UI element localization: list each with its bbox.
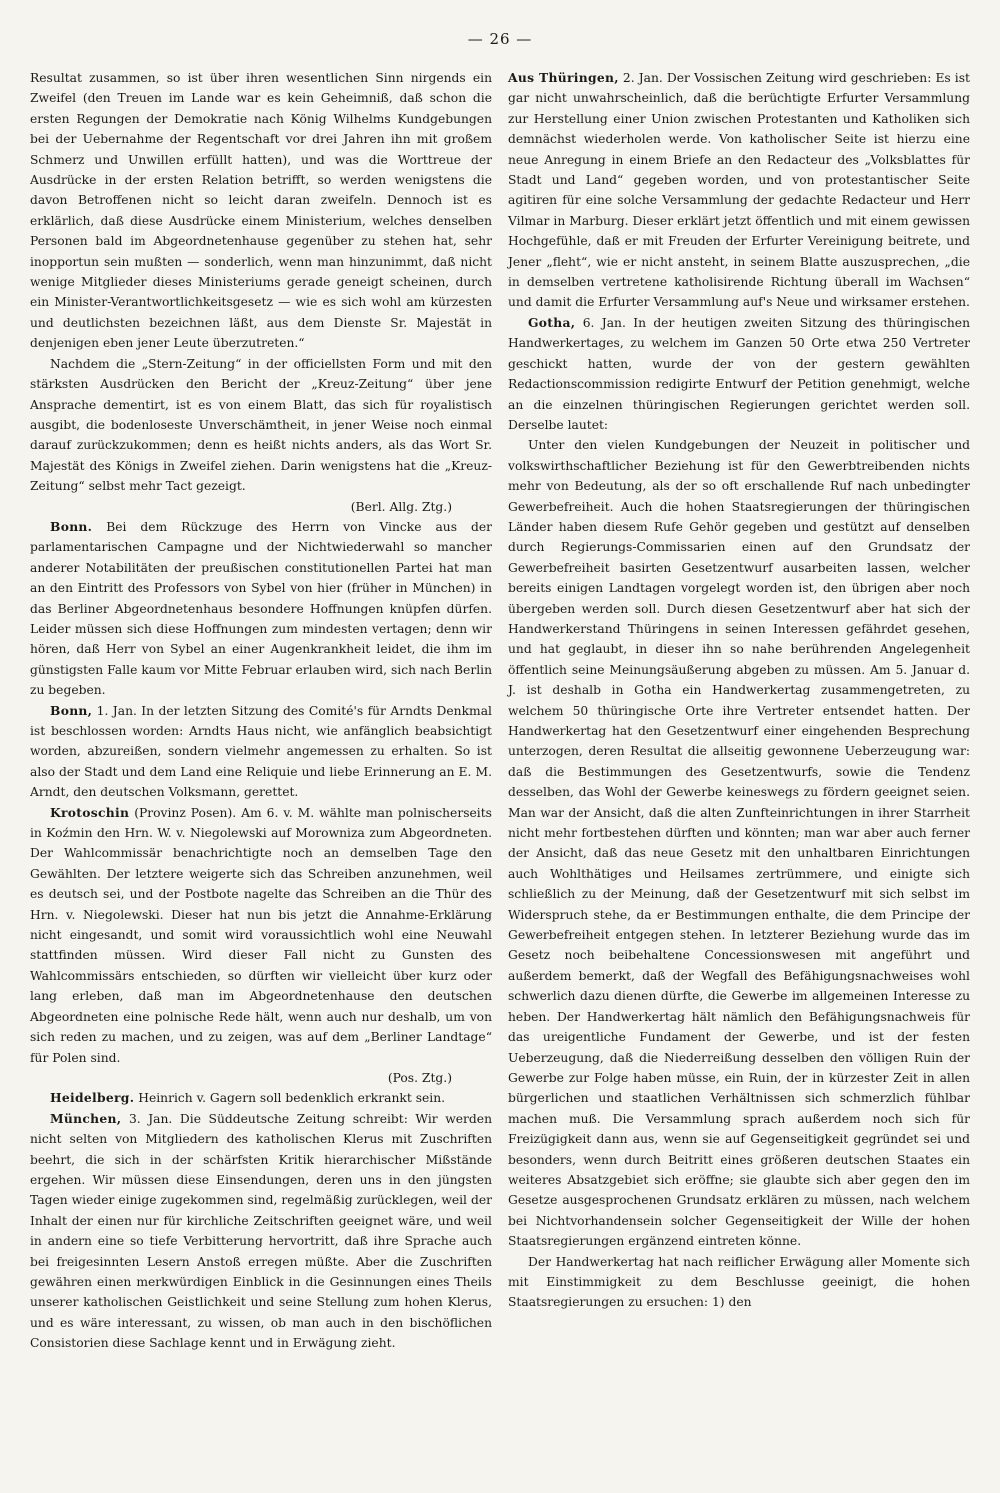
petition-paragraph: Der Handwerkertag hat nach reiflicher Erwägung aller Momente sich mit Einstimmigkeit zu dem Beschlusse geeinigt, die hohen Staatsregierungen zu ersuchen: 1) den xyxy=(508,1254,970,1310)
dateline: Krotoschin xyxy=(50,804,130,820)
article-paragraph xyxy=(30,803,492,1089)
dateline: Heidelberg. xyxy=(50,1090,135,1106)
paragraph-text: Bei dem Rückzuge des Herrn von Vincke aus der parlamentarischen Campagne und der Nichtwiederwahl so mancher anderer Notabilitäten der preußischen constitutionellen Partei hat man an den Eintritt des Professors von Sybel von hier (früher in München) in das Berliner Abgeordnetenhaus besondere Hoffnungen knüpfen dürfen. Leider müssen sich diese Hoffnungen zum mindesten vertagen; denn wir hören, daß Herr von Sybel an einer Augenkrankheit leidet, die ihm im günstigsten Falle kaum vor Mitte Februar erlauben wird, sich nach Berlin zu begeben. xyxy=(30,519,492,698)
left-column xyxy=(30,68,492,1354)
article-paragraph xyxy=(30,701,492,803)
dateline: Aus Thüringen, xyxy=(508,70,619,85)
article-paragraph xyxy=(30,1109,492,1354)
article-paragraph xyxy=(30,354,492,517)
paragraph-text: Nachdem die „Stern-Zeitung“ in der officiellsten Form und mit den stärksten Ausdrücken den Bericht der „Kreuz-Zeitung“ über jene Ansprache dementirt, ist es von einem Blatt, das sich für royalistisch ausgibt, die bodenloseste Unverschämtheit, in jener Weise noch einmal darauf zurückzukommen; denn es heißt nichts anders, als das Wort Sr. Majestät des Königs in Zweifel ziehen. Darin wenigstens hat die „Kreuz-Zeitung“ selbst mehr Tact gezeigt. xyxy=(30,356,492,494)
paragraph-text: (Provinz Posen). Am 6. v. M. wählte man polnischerseits in Koźmin den Hrn. W. v. Niegolewski auf Morowniza zum Abgeordneten. Der Wahlcommissär benachrichtigte noch an demselben Tage den Gewählten. Der letztere weigerte sich das Schreiben anzunehmen, weil es deutsch sei, und der Postbote nagelte das Schreiben an die Thür des Hrn. v. Niegolewski. Dieser hat nun bis jetzt die Annahme-Erklärung nicht eingesandt, und somit wird voraussichtlich wohl eine Neuwahl stattfinden müssen. Wird dieser Fall nicht zu Gunsten des Wahlcommissärs entschieden, so dürften wir vielleicht über kurz oder lang erleben, daß man im Abgeordnetenhause den deutschen Abgeordneten eine polnische Rede hält, wenn auch nur deshalb, um von sich reden zu machen, und zu zeigen, was auf dem „Berliner Landtage“ für Polen sind. xyxy=(30,805,492,1065)
paragraph-text: Heinrich v. Gagern soll bedenklich erkrankt sein. xyxy=(138,1091,446,1106)
petition-paragraph: Unter den vielen Kundgebungen der Neuzeit in politischer und volkswirthschaftlicher Beziehung ist für den Gewerbtreibenden nichts mehr von Bedeutung, als der so oft erschallende Ruf nach unbedingter Gewerbefreiheit. Auch die hohen Staatsregierungen der thüringischen Länder haben diesem Rufe Gehör gegeben und gestützt auf denselben durch Regierungs-Commissarien einen auf den Grundsatz der Gewerbefreiheit basirten Gesetzentwurf ausarbeiten lassen, welcher bereits einigen Landtagen vorgelegt worden ist, den übrigen aber noch übergeben werden soll. Durch diesen Gesetzentwurf aber hat sich der Handwerkerstand Thüringens in seinen Interessen gefährdet gesehen, und hat geglaubt, in dieser ihn so nahe berührenden Angelegenheit öffentlich seine Meinungsäußerung abgeben zu müssen. Am 5. Januar d. J. ist deshalb in Gotha ein Handwerkertag zusammengetreten, zu welchem 50 thüringische Orte ihre Vertreter entsendet hatten. Der Handwerkertag hat den Gesetzentwurf einer eingehenden Besprechung unterzogen, deren Resultat die allseitig gewonnene Ueberzeugung war: daß die Bestimmungen des Gesetzentwurfs, sowie die Tendenz desselben, das Wohl der Gewerbe keineswegs zu fördern geeignet seien. Man war der Ansicht, daß die alten Zunfteinrichtungen in ihrer Starrheit nicht mehr fortbestehen dürften und könnten; man war aber auch ferner der Ansicht, daß das neue Gesetz mit den unhaltbaren Einrichtungen auch Wohlthätiges und Heilsames zertrümmere, und einigte sich schließlich zu der Meinung, daß der Gesetzentwurf mit sich selbst im Widerspruch stehe, da er Bestimmungen enthalte, die dem Principe der Gewerbefreiheit entgegen stehen. In letzterer Beziehung wurde das im Gesetz noch beibehaltene Concessionswesen mit angeführt und außerdem bemerkt, daß der Wegfall des Befähigungsnachweises wohl schwerlich dazu dienen dürfte, die Gewerbe im allgemeinen Interesse zu heben. Der Handwerkertag hält nämlich den Befähigungsnachweis für das ureigentliche Fundament der Gewerbe, und ist der festen Ueberzeugung, daß die Niederreißung desselben den völligen Ruin der Gewerbe zur Folge haben müsse, ein Ruin, der in kürzester Zeit in allen bürgerlichen und staatlichen Verhältnissen sich schmerzlich fühlbar machen muß. Die Versammlung sprach außerdem noch sich für Freizügigkeit dann aus, wenn sie auf Gegenseitigkeit gegründet sei und besonders, wenn durch Beitritt eines größeren deutschen Staates ein weiteres Absatzgebiet sich eröffne; sie glaubte sich aber gegen den im Gesetze ausgesprochenen Grundsatz erklären zu müssen, nach welchem bei Nichtvorhandensein solcher Gegenseitigkeit der Wille der hohen Staatsregierungen ergänzend eintreten könne. xyxy=(508,438,970,1249)
article-paragraph xyxy=(508,68,970,313)
dateline: Bonn, xyxy=(50,702,93,718)
article-paragraph xyxy=(30,1088,492,1108)
paragraph-text: 3. Jan. Die Süddeutsche Zeitung schreibt: Wir werden nicht selten von Mitgliedern des katholischen Klerus mit Zuschriften beehrt, die sich in der schärfsten Kritik hierarchischer Mißstände ergehen. Wir müssen diese Einsendungen, deren uns in den jüngsten Tagen wieder einige zugekommen sind, regelmäßig zurücklegen, weil der Inhalt der einen nur für kirchliche Zeitschriften geeignet wäre, und weil in andern eine so tiefe Verbitterung hervortritt, daß ihre Sprache auch bei freigesinnten Lesern Anstoß erregen müßte. Aber die Zuschriften gewähren einen merkwürdigen Einblick in die Gesinnungen eines Theils unserer katholischen Geistlichkeit und seine Stellung zum hohen Klerus, und es wäre interessant, zu wissen, ob man auch in den bischöflichen Consistorien diese Sachlage kennt und in Erwägung zieht. xyxy=(30,1111,492,1351)
dateline: Bonn. xyxy=(50,518,93,534)
right-column xyxy=(508,68,970,1313)
paragraph-text: 2. Jan. Der Vossischen Zeitung wird geschrieben: Es ist gar nicht unwahrscheinlich, daß die berüchtigte Erfurter Versammlung zur Herstellung einer Union zwischen Protestanten und Katholiken sich demnächst wiederholen werde. Von katholischer Seite ist hierzu eine neue Anregung in einem Briefe an den Redacteur des „Volksblattes für Stadt und Land“ gegeben worden, und von protestantischer Seite agitiren für eine solche Versammlung der gedachte Redacteur und Herr Vilmar in Marburg. Dieser erklärt jetzt öffentlich und mit einem gewissen Hochgefühle, daß er mit Freuden der Erfurter Vereinigung beitrete, und Jener „fleht“, wie er nicht ansteht, in seinem Blatte auszusprechen, „die in demselben vertretene katholisirende Richtung überall im Wachsen“ und damit die Erfurter Versammlung auf's Neue und wirksamer erstehen. xyxy=(508,71,970,310)
source-citation: (Berl. Allg. Ztg.) xyxy=(350,499,452,514)
dateline: München, xyxy=(50,1110,122,1126)
paragraph-text: 6. Jan. In der heutigen zweiten Sitzung des thüringischen Handwerkertages, zu welchem im Ganzen 50 Orte etwa 250 Vertreter geschickt hatten, wurde der von der gestern gewählten Redactionscommission redigirte Entwurf der Petition genehmigt, welche an die einzelnen thüringischen Regierungen gerichtet werden soll. Derselbe lautet: xyxy=(508,315,970,432)
article-paragraph: Resultat zusammen, so ist über ihren wesentlichen Sinn nirgends ein Zweifel (den Treuen im Lande war es kein Geheimniß, daß schon die ersten Regungen der Demokratie nach König Wilhelms Kundgebungen bei der Uebernahme der Regentschaft vor drei Jahren ihn mit großem Schmerz und Unwillen erfüllt hatten), und was die Worttreue der Ausdrücke in der ersten Relation betrifft, so werden wenigstens die davon Betroffenen nicht so leicht daran zweifeln. Dennoch ist es erklärlich, daß diese Ausdrücke einem Ministerium, welches denselben Personen bald im Abgeordnetenhause gegenüber zu stehen hat, sehr inopportun sein mußten — sonderlich, wenn man hinzunimmt, daß nicht wenige Mitglieder dieses Ministeriums gerade geneigt scheinen, durch ein Minister-Verantwortlichkeitsgesetz — wie es sich wohl am kürzesten und deutlichsten bezeichnen läßt, aus dem Dienste Sr. Majestät in denjenigen eben jener Leute überzutreten.“ xyxy=(30,71,492,351)
article-paragraph xyxy=(508,313,970,435)
page-number: — 26 — xyxy=(467,30,533,48)
paragraph-text: 1. Jan. In der letzten Sitzung des Comité's für Arndts Denkmal ist beschlossen worden: Arndts Haus nicht, wie anfänglich beabsichtigt worden, abzureißen, sondern vielmehr angemessen zu erhalten. So ist also der Stadt und dem Land eine Reliquie und liebe Erinnerung an E. M. Arndt, den deutschen Volksmann, gerettet. xyxy=(30,703,492,800)
article-paragraph xyxy=(30,517,492,701)
dateline: Gotha, xyxy=(528,314,576,330)
source-citation: (Pos. Ztg.) xyxy=(387,1070,452,1085)
